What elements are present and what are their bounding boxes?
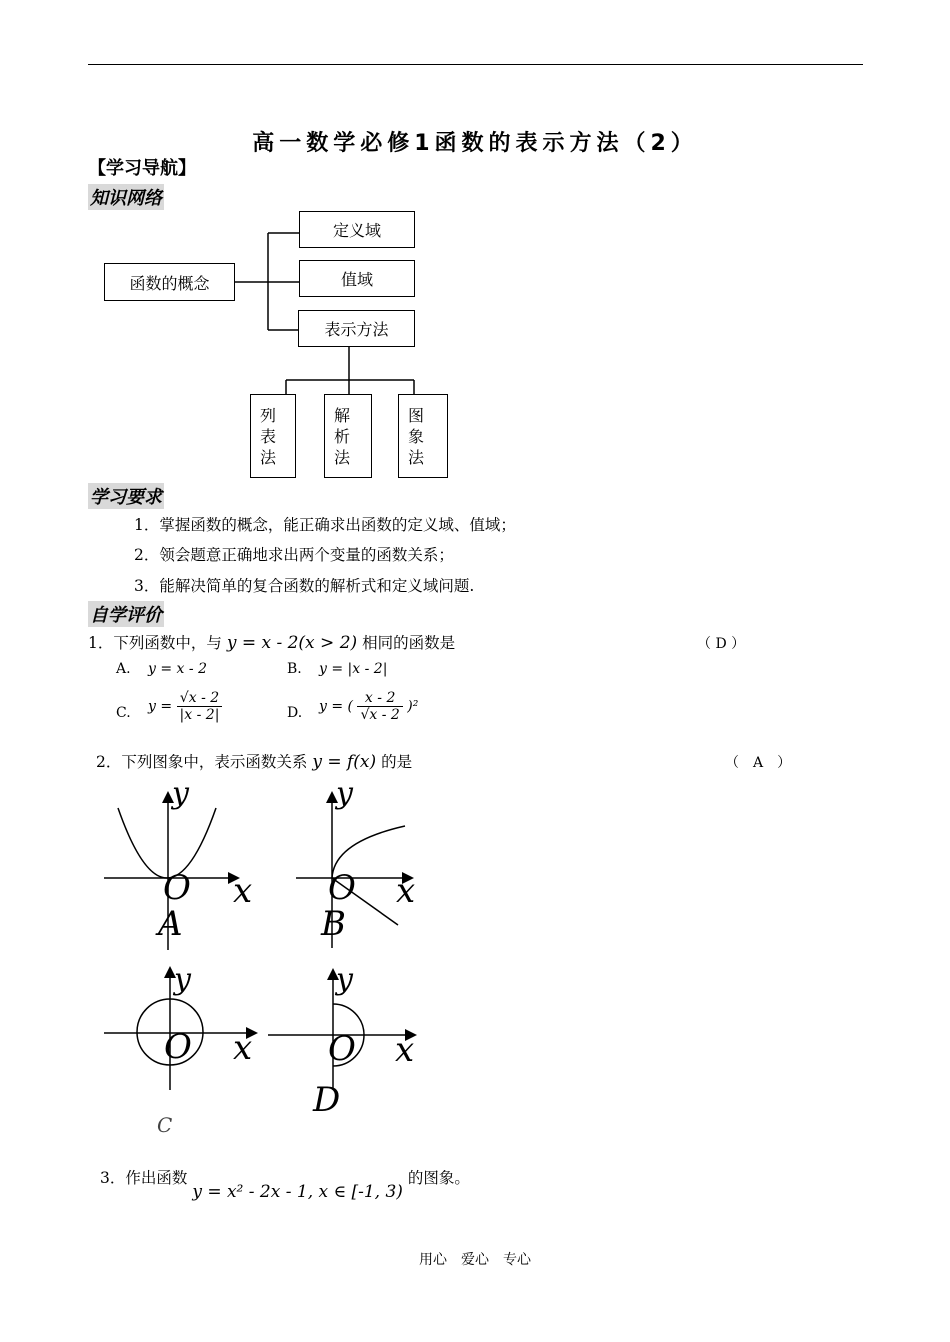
nav-heading: 【学习导航】 [88,158,196,179]
graph-a-caption: A [158,904,183,944]
graph-b-origin-label: O [328,868,356,908]
concept-domain-label: 定义域 [332,221,381,240]
question-3-expression: y = x² - 2x - 1, x ∈ [-1, 3) [192,1182,403,1202]
graph-a-x-label: x [233,871,253,911]
q1-option-b: y = |x - 2| [319,661,388,677]
q1-option-b-label: B. [287,661,302,677]
graph-c-y-label: y [174,962,191,997]
graph-a-origin-label: O [163,868,191,908]
question-2-expression: y = f(x) [312,752,377,772]
question-2-suffix: 的是 [381,753,413,771]
concept-root-label: 函数的概念 [129,273,210,293]
requirement-item: 3．能解决简单的复合函数的解析式和定义域问题. [134,577,475,595]
q1-option-c-numerator: √x - 2 [177,690,223,707]
q1-option-d-numerator: x - 2 [357,690,402,707]
graph-a-y-label: y [172,776,189,811]
graph-c-caption: C [157,1113,173,1137]
page-footer: 用心 爱心 专心 [419,1252,531,1268]
graph-c-x-label: x [233,1028,253,1068]
q1-option-d-rhs: )² [407,698,419,715]
method-graph-label: 图象法 [408,406,425,467]
q1-option-d-lhs: y = ( [319,698,354,715]
q1-option-d-label: D. [287,705,303,721]
graph-d-y-label: y [336,962,353,997]
section-knowledge-heading: 知识网络 [88,184,164,210]
graph-b-x-label: x [396,871,416,911]
question-1-suffix: 相同的函数是 [362,634,456,652]
question-3-suffix: 的图象。 [407,1169,470,1187]
question-1-prefix: 1．下列函数中，与 [88,634,222,652]
q1-option-c-lhs: y = [148,698,173,715]
q1-option-c-label: C. [116,705,131,721]
requirement-item: 1．掌握函数的概念，能正确求出函数的定义域、值域； [134,516,516,534]
question-2-answer: （ A ） [725,755,792,771]
graph-b-caption: B [321,904,346,944]
question-2-prefix: 2．下列图象中，表示函数关系 [96,753,308,771]
graph-c-origin-label: O [164,1027,192,1067]
q1-option-a-label: A. [116,661,131,677]
q1-option-c-denominator: |x - 2| [179,707,220,723]
question-3-prefix: 3．作出函数 [100,1169,188,1187]
graph-d-caption: D [313,1080,341,1120]
section-requirements-heading: 学习要求 [88,483,164,509]
page-title: 高一数学必修1函数的表示方法（2） [252,131,698,156]
graph-d-x-label: x [395,1030,415,1070]
question-1-expression: y = x - 2(x > 2) [226,633,358,653]
question-3 [100,1166,470,1202]
question-1-answer: （ D ） [697,636,746,652]
graph-d-origin-label: O [328,1029,356,1069]
graph-b-y-label: y [336,776,353,811]
concept-representation-label: 表示方法 [324,320,389,339]
method-formula-label: 解析法 [334,406,351,467]
section-self-eval-heading: 自学评价 [88,601,164,627]
q1-option-d-denominator: √x - 2 [360,707,400,723]
requirement-item: 2．领会题意正确地求出两个变量的函数关系； [134,546,454,564]
method-table-label: 列表法 [260,406,277,467]
q1-option-a: y = x - 2 [148,661,207,677]
concept-range-label: 值域 [340,270,373,289]
